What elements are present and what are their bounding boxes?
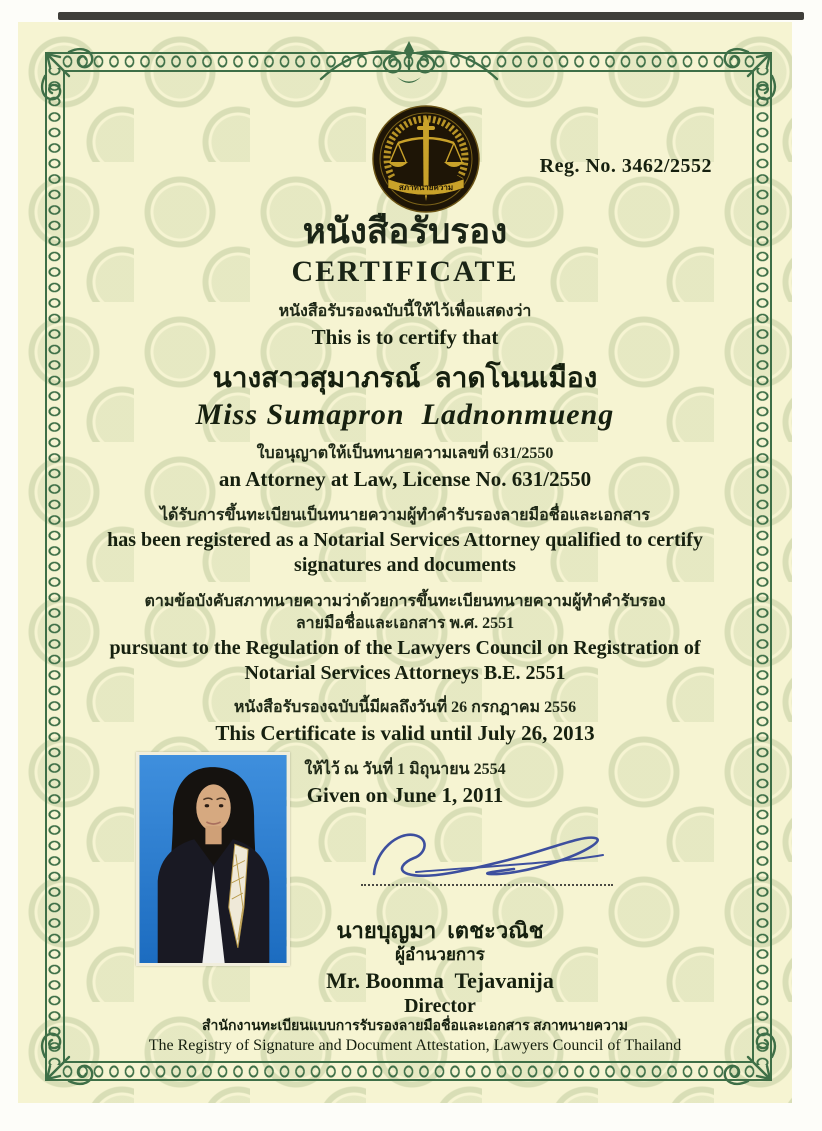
registered-line-english: has been registered as a Notarial Services Attorney qualified to certify signatures and documents — [107, 529, 703, 576]
signature-stroke — [374, 835, 598, 876]
regulation-line-english: pursuant to the Regulation of the Lawyers Council on Registration of Notarial Services Attorneys B.E. 2551 — [109, 637, 701, 684]
seal-banner-text: สภาทนายความ — [398, 183, 454, 192]
validity-line-thai: หนังสือรับรองฉบับนี้มีผลถึงวันที่ 26 กรกฎาคม 2556 — [233, 699, 577, 716]
registry-block — [78, 1018, 752, 1056]
title-thai: หนังสือรับรอง — [302, 212, 508, 251]
border-corner-ornament-tl — [37, 44, 95, 102]
regulation-line2-thai: ลายมือชื่อและเอกสาร พ.ศ. 2551 — [295, 615, 515, 632]
signature-dotted-line — [361, 884, 613, 886]
border-band-right — [755, 68, 770, 1065]
license-line-thai: ใบอนุญาตให้เป็นทนายความเลขที่ 631/2550 — [256, 445, 554, 462]
signer-name-english: Mr. Boonma Tejavanija — [326, 968, 554, 993]
holder-name-thai: นางสาวสุมาภรณ์ ลาดโนนเมือง — [212, 363, 598, 394]
signer-name-thai: นายบุญมา เตชะวณิช — [336, 918, 544, 943]
regulation-line1-thai: ตามข้อบังคับสภาทนายความว่าด้วยการขึ้นทะเบียนทนายความผู้ทำคำรับรอง — [144, 593, 666, 610]
signer-block — [148, 918, 732, 1018]
certificate-page — [18, 22, 792, 1103]
border-top-center-ornament — [317, 39, 501, 87]
certificate-body — [78, 212, 732, 808]
given-line-thai: ให้ไว้ ณ วันที่ 1 มิถุนายน 2554 — [304, 761, 506, 778]
license-line-english: an Attorney at Law, License No. 631/2550 — [218, 467, 592, 491]
registry-line-english: The Registry of Signature and Document Attestation, Lawyers Council of Thailand — [148, 1037, 682, 1054]
validity-line-english: This Certificate is valid until July 26, 2013 — [215, 721, 595, 745]
border-band-left — [47, 68, 62, 1065]
title-english: CERTIFICATE — [291, 255, 519, 288]
registered-line-thai: ได้รับการขึ้นทะเบียนเป็นทนายความผู้ทำคำรับรองลายมือชื่อและเอกสาร — [160, 507, 650, 524]
signer-title-english: Director — [404, 995, 476, 1017]
scan-edge-artifact — [58, 12, 804, 20]
given-line-english: Given on June 1, 2011 — [306, 783, 504, 807]
certify-line-english: This is to certify that — [311, 325, 499, 349]
signer-title-thai: ผู้อำนวยการ — [395, 945, 485, 964]
holder-name-english: Miss Sumapron Ladnonmueng — [195, 398, 615, 431]
lawyers-council-seal — [370, 103, 482, 215]
certify-line-thai: หนังสือรับรองฉบับนี้ให้ไว้เพื่อแสดงว่า — [278, 303, 532, 320]
signature — [356, 822, 628, 890]
border-band-bottom — [61, 1064, 756, 1079]
registry-line-thai: สำนักงานทะเบียนแบบการรับรองลายมือชื่อและเอกสาร สภาทนายความ — [202, 1019, 628, 1034]
border-corner-ornament-tr — [722, 44, 780, 102]
registration-number: Reg. No. 3462/2552 — [539, 155, 712, 177]
